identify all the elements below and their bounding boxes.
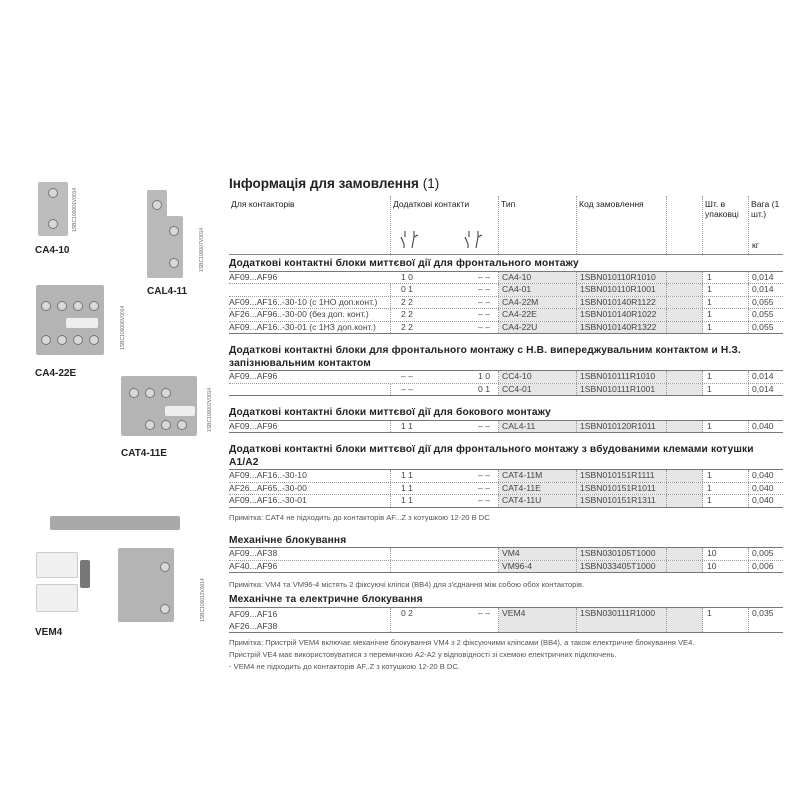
cell-contactor: AF40...AF96	[229, 561, 391, 573]
cell-blank	[667, 384, 703, 396]
header-weight-label: Вага (1 шт.)	[751, 199, 780, 219]
cell-contacts-no-nc: 0 1	[401, 284, 413, 294]
cell-blank	[667, 371, 703, 383]
cell-weight: 0,055	[752, 321, 774, 332]
cell-blank	[667, 272, 703, 284]
cell-weight: 0,055	[752, 296, 774, 307]
product-image-vem4	[36, 512, 206, 622]
image-code: 1SBC100007V0014	[199, 227, 205, 272]
cell-type: CA4-22M	[499, 297, 577, 309]
cell-contacts-no-nc: 0 2	[401, 607, 413, 618]
cell-type: VM96-4	[499, 561, 577, 573]
cell-type: CC4-01	[499, 384, 577, 396]
cell-contacts-early-late: – –	[441, 309, 499, 321]
cell-type: CAT4-11E	[499, 483, 577, 495]
product-label: CA4-10	[35, 245, 70, 256]
cell-contacts-early-late: – –	[441, 297, 499, 309]
cell-qty: 1	[703, 495, 749, 507]
cell-type: VEM4	[499, 608, 577, 632]
section-title: Додаткові контактні блоки миттєвої дії для фронтального монтажу з вбудованими клемами котушки A1/A2	[229, 441, 783, 470]
cell-order-code: 1SBN010151R1311	[577, 495, 667, 507]
cell-order-code: 1SBN010140R1022	[577, 309, 667, 321]
cell-qty: 1	[703, 470, 749, 482]
cell-contactor	[229, 284, 391, 296]
spacer	[229, 396, 783, 404]
cell-weight: 0,035	[752, 607, 774, 618]
cell-contacts-no-nc: 1 1	[401, 470, 413, 480]
cell-blank	[667, 421, 703, 433]
header-aux-contacts-label: Додаткові контакти	[393, 199, 470, 209]
cell-contacts-early-late: – –	[441, 483, 499, 495]
cell-type: CAT4-11U	[499, 495, 577, 507]
image-code: 1SBC100002V0014	[207, 387, 213, 432]
section-title: Механічне блокування	[229, 532, 783, 549]
early-late-contact-symbol-icon	[463, 229, 485, 249]
cell-type: CA4-01	[499, 284, 577, 296]
cell-type: CA4-22E	[499, 309, 577, 321]
no-nc-contact-symbol-icon	[399, 229, 421, 249]
note-line: Примітка: Пристрій VEM4 включає механічне блокування VM4 з 2 фіксуючими кліпсами (BB4), а також електричне блокування VE4.	[229, 637, 695, 647]
cell-order-code: 1SBN033405T1000	[577, 561, 667, 573]
cell-weight: 0,040	[752, 482, 774, 493]
cell-qty: 1	[703, 483, 749, 495]
order-table	[229, 196, 783, 673]
cell-type: CAT4-11M	[499, 470, 577, 482]
cell-contactor: AF09...AF16..-30-01	[229, 495, 391, 507]
cell-order-code: 1SBN010111R1001	[577, 384, 667, 396]
cell-weight: 0,014	[752, 271, 774, 282]
section-title: Механічне та електричне блокування	[229, 591, 783, 608]
cell-blank	[667, 561, 703, 573]
spacer	[229, 334, 783, 342]
cell-type: CAL4-11	[499, 421, 577, 433]
cell-weight: 0,006	[752, 560, 774, 571]
cell-type: CC4-10	[499, 371, 577, 383]
cell-weight: 0,005	[752, 548, 774, 558]
cell-order-code: 1SBN010140R1322	[577, 322, 667, 334]
contactor-line: AF26...AF38	[229, 620, 278, 631]
cell-contactor: AF09...AF96	[229, 371, 278, 381]
cell-contacts-early-late: – –	[441, 495, 499, 507]
cell-contacts-early-late: 0 1	[441, 384, 499, 396]
image-code: 1SBC100001V0014	[72, 187, 78, 232]
section-note	[229, 573, 783, 591]
cell-contacts-no-nc: 1 1	[401, 420, 413, 431]
cell-order-code: 1SBN030105T1000	[577, 548, 667, 560]
product-label: CAT4-11E	[121, 448, 167, 459]
cell-qty: 1	[703, 608, 749, 632]
cell-blank	[667, 548, 703, 560]
table-row	[229, 608, 783, 633]
cell-qty: 1	[703, 384, 749, 396]
header-qty: Шт. в упаковці	[703, 196, 749, 254]
cell-contactor	[229, 384, 391, 396]
cell-contacts-no-nc: – –	[401, 383, 413, 394]
cell-qty: 1	[703, 272, 749, 284]
title-footnote: (1)	[422, 176, 440, 191]
product-image-cat4-11e	[121, 376, 197, 436]
table-row	[229, 284, 783, 297]
note-line: Примітка: CAT4 не підходить до контакторів AF...Z з котушкою 12-20 В DC	[229, 512, 490, 522]
header-order-code: Код замовлення	[577, 196, 667, 254]
cell-weight: 0,055	[752, 309, 774, 319]
cell-contactor: AF09...AF16..-30-01 (с 1НЗ доп.конт.)	[229, 322, 391, 334]
cell-contacts-early-late: – –	[441, 272, 499, 284]
table-row	[229, 297, 783, 310]
cell-weight: 0,014	[752, 371, 774, 381]
cell-contactor: AF09...AF96	[229, 271, 278, 282]
product-image-cal4-11	[147, 190, 183, 278]
cell-weight: 0,014	[752, 383, 774, 394]
product-image-ca4-10	[38, 182, 68, 236]
cell-blank	[667, 309, 703, 321]
cell-blank	[667, 495, 703, 507]
cell-contacts-no-nc	[391, 548, 441, 560]
table-row	[229, 483, 783, 496]
cell-qty: 1	[703, 371, 749, 383]
cell-contactor: AF09...AF16..-30-10	[229, 470, 391, 482]
table-row	[229, 548, 783, 561]
header-contactors: Для контакторів	[229, 196, 391, 254]
product-label: CAL4-11	[147, 286, 188, 297]
cell-weight: 0,040	[752, 420, 774, 431]
cell-order-code: 1SBN010110R1001	[577, 284, 667, 296]
cell-blank	[667, 608, 703, 632]
cell-contactor: AF09...AF16..-30-10 (с 1НО доп.конт.)	[229, 297, 391, 309]
cell-order-code: 1SBN010140R1122	[577, 297, 667, 309]
cell-qty: 10	[703, 548, 749, 560]
header-type: Тип	[499, 196, 577, 254]
section-note	[229, 508, 783, 532]
table-row	[229, 470, 783, 483]
cell-contactor: AF26...AF96..-30-00 (без доп. конт.)	[229, 309, 391, 321]
product-image-ca4-22e	[36, 285, 104, 355]
cell-contactor	[229, 608, 391, 632]
header-blank	[667, 196, 703, 254]
title-text: Інформація для замовлення	[229, 176, 419, 191]
cell-contacts-no-nc: 1 0	[401, 271, 413, 282]
note-line: Пристрій VE4 має використовуватися з перемичкою A2-A2 у відповідності зі схемою електричних підключень.	[229, 649, 617, 659]
cell-contacts-no-nc: 2 2	[401, 296, 413, 307]
section-note	[229, 633, 783, 673]
cell-contacts-no-nc: 1 1	[401, 495, 413, 505]
section-title: Додаткові контактні блоки миттєвої дії для бокового монтажу	[229, 404, 783, 421]
cell-blank	[667, 284, 703, 296]
cell-weight: 0,040	[752, 470, 774, 480]
cell-contacts-no-nc: 2 2	[401, 309, 413, 319]
product-label: VEM4	[35, 627, 63, 638]
cell-type: CA4-10	[499, 272, 577, 284]
cell-blank	[667, 470, 703, 482]
cell-contacts-early-late: 1 0	[441, 371, 499, 383]
cell-qty: 1	[703, 322, 749, 334]
cell-blank	[667, 322, 703, 334]
table-row	[229, 322, 783, 335]
header-aux-contacts	[391, 196, 499, 254]
header-weight	[749, 196, 783, 254]
section-title: Додаткові контактні блоки для фронтального монтажу с Н.В. випереджувальним контактом и Н.З. запізнювальним контактом	[229, 342, 783, 371]
cell-blank	[667, 483, 703, 495]
cell-qty: 10	[703, 561, 749, 573]
cell-order-code: 1SBN030111R1000	[577, 608, 667, 632]
cell-contactor: AF26...AF65..-30-00	[229, 483, 391, 495]
table-row	[229, 421, 783, 434]
cell-contacts-early-late	[441, 548, 499, 560]
cell-contacts-no-nc: – –	[401, 371, 413, 381]
cell-contacts-no-nc: 2 2	[401, 321, 413, 332]
cell-order-code: 1SBN010120R1011	[577, 421, 667, 433]
image-code: 1SBC100006V0014	[120, 305, 126, 350]
cell-qty: 1	[703, 297, 749, 309]
cell-contactor: AF09...AF38	[229, 548, 391, 560]
cell-type: CA4-22U	[499, 322, 577, 334]
table-row	[229, 371, 783, 384]
table-header	[229, 196, 783, 255]
cell-qty: 1	[703, 421, 749, 433]
cell-weight: 0,014	[752, 284, 774, 294]
table-body	[229, 255, 783, 673]
spacer	[229, 433, 783, 441]
cell-weight: 0,040	[752, 495, 774, 505]
cell-contacts-early-late: – –	[441, 322, 499, 334]
contactor-line: AF09...AF16	[229, 608, 278, 619]
page-title	[229, 176, 439, 191]
cell-blank	[667, 297, 703, 309]
cell-order-code: 1SBN010110R1010	[577, 272, 667, 284]
table-row	[229, 309, 783, 322]
cell-order-code: 1SBN010111R1010	[577, 371, 667, 383]
cell-contacts-early-late: – –	[441, 421, 499, 433]
note-line: Примітка: VM4 та VM96-4 містять 2 фіксуючі кліпси (BB4) для з'єднання між собою обох контакторів.	[229, 580, 585, 589]
table-row	[229, 561, 783, 574]
product-label: CA4-22E	[35, 368, 77, 379]
cell-contacts-early-late: – –	[441, 470, 499, 482]
table-row	[229, 272, 783, 285]
cell-contacts-no-nc	[391, 561, 441, 573]
cell-contactor: AF09...AF96	[229, 421, 391, 433]
cell-order-code: 1SBN010151R1111	[577, 470, 667, 482]
section-title: Додаткові контактні блоки миттєвої дії для фронтального монтажу	[229, 255, 783, 272]
header-weight-unit: кг	[752, 240, 759, 250]
table-row	[229, 384, 783, 397]
cell-order-code: 1SBN010151R1011	[577, 483, 667, 495]
cell-contacts-early-late	[441, 561, 499, 573]
table-row	[229, 495, 783, 508]
note-line: - VEM4 не підходить до контакторів AF..Z з котушкою 12-20 В DC.	[229, 661, 461, 671]
cell-qty: 1	[703, 309, 749, 321]
cell-contacts-early-late: – –	[441, 284, 499, 296]
cell-qty: 1	[703, 284, 749, 296]
cell-type: VM4	[499, 548, 577, 560]
image-code: 1SBC100011V0014	[200, 578, 206, 622]
cell-contacts-no-nc: 1 1	[401, 482, 413, 493]
cell-contacts-early-late: – –	[441, 608, 499, 632]
